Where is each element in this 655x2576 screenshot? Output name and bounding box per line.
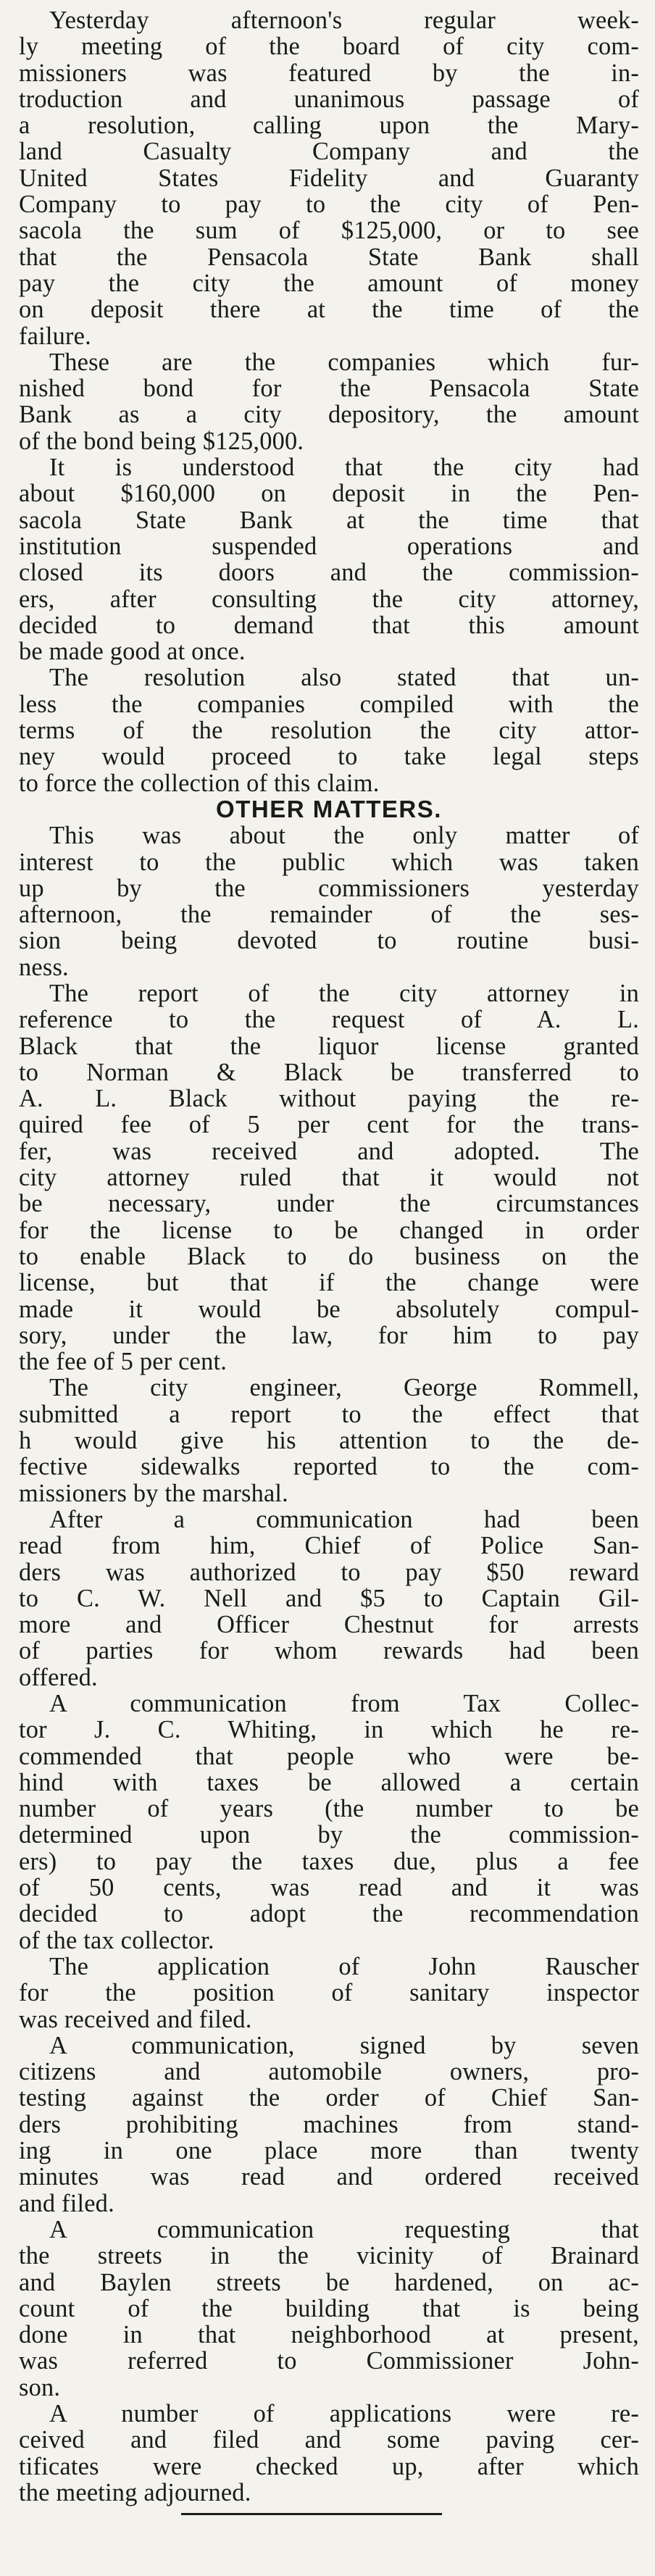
text-line: This was about the only matter of: [49, 822, 639, 850]
text-line: decided to adopt the recommendation: [19, 1900, 639, 1928]
text-line: nished bond for the Pensacola State: [19, 375, 639, 403]
text-line: ly meeting of the board of city com-: [19, 33, 639, 61]
text-line: was received and filed.: [19, 2005, 252, 2033]
text-line: of the tax collector.: [19, 1926, 214, 1954]
text-line: read from him, Chief of Police San-: [19, 1532, 639, 1560]
paragraph: [19, 1506, 639, 1691]
closing-rule: [181, 2513, 442, 2515]
paragraph: [19, 349, 639, 454]
text-line: afternoon, the remainder of the ses-: [19, 901, 639, 929]
text-line: The resolution also stated that un-: [49, 664, 639, 692]
paragraph: [19, 454, 639, 664]
text-line: citizens and automobile owners, pro-: [19, 2058, 639, 2086]
text-line: h would give his attention to the de-: [19, 1427, 639, 1455]
text-line: ders prohibiting machines from stand-: [19, 2110, 639, 2138]
paragraph: [19, 7, 639, 349]
text-line: less the companies compiled with the: [19, 690, 639, 718]
paragraph: [19, 664, 639, 796]
text-line: testing against the order of Chief San-: [19, 2084, 639, 2112]
text-line: pay the city the amount of money: [19, 269, 639, 297]
text-line: It is understood that the city had: [49, 454, 639, 482]
text-line: a resolution, calling upon the Mary-: [19, 112, 639, 140]
text-line: and filed.: [19, 2189, 114, 2217]
text-line: the meeting adjourned.: [19, 2478, 251, 2506]
text-line: ders was authorized to pay $50 reward: [19, 1558, 639, 1586]
text-line: land Casualty Company and the: [19, 138, 639, 166]
text-line: A. L. Black without paying the re-: [19, 1085, 639, 1113]
text-line: be made good at once.: [19, 638, 246, 666]
text-line: ney would proceed to take legal steps: [19, 743, 639, 771]
text-line: ers, after consulting the city attorney,: [19, 585, 639, 613]
text-line: done in that neighborhood at present,: [19, 2321, 639, 2349]
text-line: reference to the request of A. L.: [19, 1006, 639, 1034]
text-line: A communication from Tax Collec-: [49, 1690, 639, 1717]
text-line: These are the companies which fur-: [49, 348, 639, 376]
text-line: interest to the public which was taken: [19, 848, 639, 876]
text-line: Black that the liquor license granted: [19, 1032, 639, 1060]
text-line: the fee of 5 per cent.: [19, 1348, 228, 1376]
text-line: for the license to be changed in order: [19, 1216, 639, 1244]
text-line: A communication requesting that: [49, 2215, 639, 2243]
text-line: determined upon by the commission-: [19, 1821, 639, 1849]
article-column: [19, 7, 639, 2506]
text-line: ness.: [19, 953, 69, 981]
text-line: sory, under the law, for him to pay: [19, 1321, 639, 1349]
text-line: hind with taxes be allowed a certain: [19, 1768, 639, 1796]
text-line: son.: [19, 2373, 61, 2401]
text-line: After a communication had been: [49, 1505, 639, 1533]
text-line: count of the building that is being: [19, 2294, 639, 2322]
text-line: was referred to Commissioner John-: [19, 2347, 639, 2375]
text-line: The application of John Rauscher: [49, 1952, 639, 1980]
text-line: to Norman & Black be transferred to: [19, 1058, 639, 1086]
text-line: Company to pay to the city of Pen-: [19, 191, 639, 219]
text-line: Bank as a city depository, the amount: [19, 401, 639, 429]
text-line: that the Pensacola State Bank shall: [19, 243, 639, 271]
paragraph: [19, 822, 639, 980]
text-line: the streets in the vicinity of Brainard: [19, 2242, 639, 2270]
text-line: minutes was read and ordered received: [19, 2163, 639, 2191]
text-line: about $160,000 on deposit in the Pen-: [19, 480, 639, 508]
text-line: up by the commissioners yesterday: [19, 874, 639, 902]
paragraph: [19, 980, 639, 1375]
text-line: to enable Black to do business on the: [19, 1242, 639, 1270]
text-line: commended that people who were be-: [19, 1742, 639, 1770]
text-line: fer, was received and adopted. The: [19, 1137, 639, 1165]
text-line: offered.: [19, 1663, 98, 1691]
text-line: for the position of sanitary inspector: [19, 1979, 639, 2007]
text-line: A number of applications were re-: [49, 2400, 639, 2428]
text-line: terms of the resolution the city attor-: [19, 717, 639, 745]
paragraph: [19, 2401, 639, 2506]
text-line: tificates were checked up, after which: [19, 2452, 639, 2480]
text-line: tor J. C. Whiting, in which he re-: [19, 1716, 639, 1744]
text-line: institution suspended operations and: [19, 532, 639, 560]
paragraph: [19, 1691, 639, 1954]
text-line: on deposit there at the time of the: [19, 296, 639, 324]
text-line: made it would be absolutely compul-: [19, 1295, 639, 1323]
text-line: The report of the city attorney in: [49, 979, 639, 1007]
text-line: failure.: [19, 322, 91, 350]
text-line: of parties for whom rewards had been: [19, 1637, 639, 1665]
text-line: of the bond being $125,000.: [19, 427, 304, 455]
text-line: quired fee of 5 per cent for the trans-: [19, 1111, 639, 1139]
text-line: to C. W. Nell and $5 to Captain Gil-: [19, 1584, 639, 1612]
text-line: sacola State Bank at the time that: [19, 506, 639, 534]
text-line: ing in one place more than twenty: [19, 2137, 639, 2165]
text-line: license, but that if the change were: [19, 1269, 639, 1297]
paragraph: [19, 2217, 639, 2401]
paragraph: [19, 1375, 639, 1506]
text-line: sacola the sum of $125,000, or to see: [19, 217, 639, 245]
text-line: Yesterday afternoon's regular week-: [49, 7, 639, 34]
section-heading: OTHER MATTERS.: [216, 795, 442, 822]
text-line: United States Fidelity and Guaranty: [19, 164, 639, 192]
text-line: be necessary, under the circumstances: [19, 1190, 639, 1218]
text-line: more and Officer Chestnut for arrests: [19, 1611, 639, 1639]
paragraph: [19, 1954, 639, 2033]
text-line: The city engineer, George Rommell,: [49, 1374, 639, 1402]
text-line: ers) to pay the taxes due, plus a fee: [19, 1847, 639, 1875]
text-line: decided to demand that this amount: [19, 611, 639, 639]
text-line: sion being devoted to routine busi-: [19, 927, 639, 955]
text-line: closed its doors and the commission-: [19, 559, 639, 587]
text-line: of 50 cents, was read and it was: [19, 1874, 639, 1902]
text-line: fective sidewalks reported to the com-: [19, 1453, 639, 1481]
text-line: to force the collection of this claim.: [19, 769, 380, 797]
paragraph: [19, 2033, 639, 2217]
text-line: ceived and filed and some paving cer-: [19, 2426, 639, 2454]
text-line: missioners by the marshal.: [19, 1479, 288, 1507]
text-line: and Baylen streets be hardened, on ac-: [19, 2268, 639, 2296]
text-line: submitted a report to the effect that: [19, 1400, 639, 1428]
text-line: A communication, signed by seven: [49, 2031, 639, 2059]
text-line: missioners was featured by the in-: [19, 59, 639, 87]
text-line: city attorney ruled that it would not: [19, 1164, 639, 1192]
text-line: troduction and unanimous passage of: [19, 85, 639, 113]
text-line: number of years (the number to be: [19, 1795, 639, 1823]
